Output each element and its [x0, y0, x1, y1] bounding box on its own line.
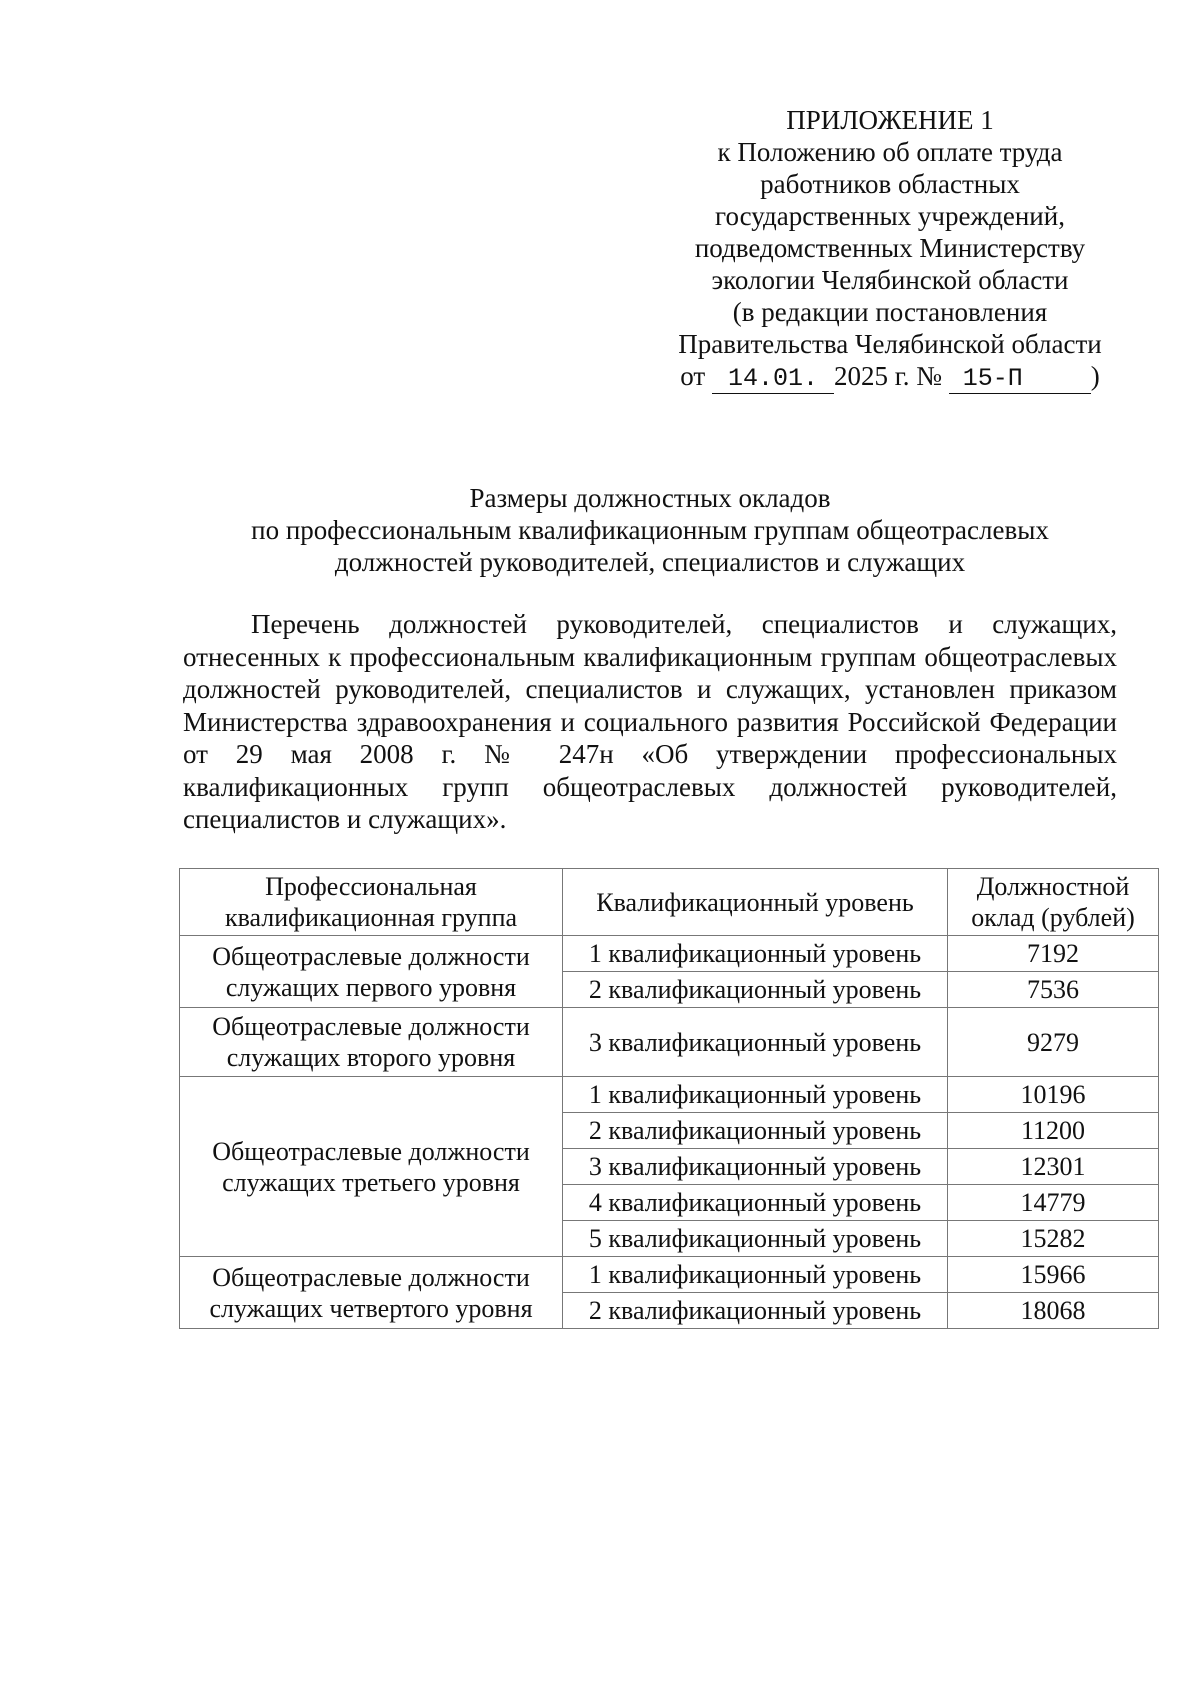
level-cell: 5 квалификационный уровень	[562, 1221, 947, 1257]
title-line: по профессиональным квалификационным группам общеотраслевых	[251, 515, 1049, 545]
appendix-block	[660, 104, 1120, 394]
document-title	[180, 482, 1120, 578]
salary-cell: 15966	[948, 1257, 1159, 1293]
table-row	[180, 936, 1159, 972]
title-line: Размеры должностных окладов	[469, 483, 831, 513]
salary-cell: 15282	[948, 1221, 1159, 1257]
from-label: от	[680, 361, 706, 391]
table-row	[180, 1257, 1159, 1293]
appendix-line: подведомственных Министерству	[694, 233, 1086, 263]
appendix-line: государственных учреждений,	[715, 201, 1065, 231]
appendix-line: экологии Челябинской области	[711, 265, 1069, 295]
table-header-row	[180, 869, 1159, 936]
appendix-date-line	[660, 360, 1120, 394]
salary-cell: 10196	[948, 1077, 1159, 1113]
group-cell: Общеотраслевые должности служащих четвертого уровня	[180, 1257, 563, 1329]
header-salary: Должностной оклад (рублей)	[948, 869, 1159, 936]
group-cell: Общеотраслевые должности служащих второго уровня	[180, 1008, 563, 1077]
level-cell: 3 квалификационный уровень	[562, 1149, 947, 1185]
header-group: Профессиональная квалификационная группа	[180, 869, 563, 936]
level-cell: 2 квалификационный уровень	[562, 1113, 947, 1149]
appendix-line: к Положению об оплате труда	[717, 137, 1063, 167]
resolution-year: 2025 г. №	[833, 361, 942, 391]
salary-cell: 18068	[948, 1293, 1159, 1329]
level-cell: 3 квалификационный уровень	[562, 1008, 947, 1077]
header-level: Квалификационный уровень	[562, 869, 947, 936]
level-cell: 2 квалификационный уровень	[562, 972, 947, 1008]
salary-cell: 12301	[948, 1149, 1159, 1185]
appendix-line: (в редакции постановления	[732, 297, 1048, 327]
title-line: должностей руководителей, специалистов и служащих	[334, 547, 966, 577]
salary-cell: 11200	[948, 1113, 1159, 1149]
level-cell: 1 квалификационный уровень	[562, 936, 947, 972]
level-cell: 2 квалификационный уровень	[562, 1293, 947, 1329]
salary-cell: 9279	[948, 1008, 1159, 1077]
intro-paragraph: Перечень должностей руководителей, специалистов и служащих, отнесенных к профессиональным квалификационным группам общеотраслевых должностей руководителей, специалистов и служащих, установлен приказом Министерства здравоохранения и социального развития Российской Федерации от 29 мая 2008 г. № 247н «Об утверждении профессиональных квалификационных групп общеотраслевых должностей руководителей, специалистов и служащих».	[183, 609, 1117, 834]
salary-table	[179, 868, 1159, 1329]
level-cell: 1 квалификационный уровень	[562, 1257, 947, 1293]
appendix-line: работников областных	[760, 169, 1020, 199]
resolution-number: 15-П	[949, 365, 1091, 394]
level-cell: 1 квалификационный уровень	[562, 1077, 947, 1113]
table-row	[180, 1077, 1159, 1113]
appendix-heading: ПРИЛОЖЕНИЕ 1	[786, 105, 994, 135]
salary-cell: 14779	[948, 1185, 1159, 1221]
salary-cell: 7192	[948, 936, 1159, 972]
group-cell: Общеотраслевые должности служащих третьего уровня	[180, 1077, 563, 1257]
appendix-line: Правительства Челябинской области	[678, 329, 1102, 359]
closing-paren: )	[1090, 361, 1100, 391]
group-cell: Общеотраслевые должности служащих первого уровня	[180, 936, 563, 1008]
level-cell: 4 квалификационный уровень	[562, 1185, 947, 1221]
resolution-date: 14.01.	[712, 365, 834, 394]
salary-cell: 7536	[948, 972, 1159, 1008]
table-row	[180, 1008, 1159, 1077]
